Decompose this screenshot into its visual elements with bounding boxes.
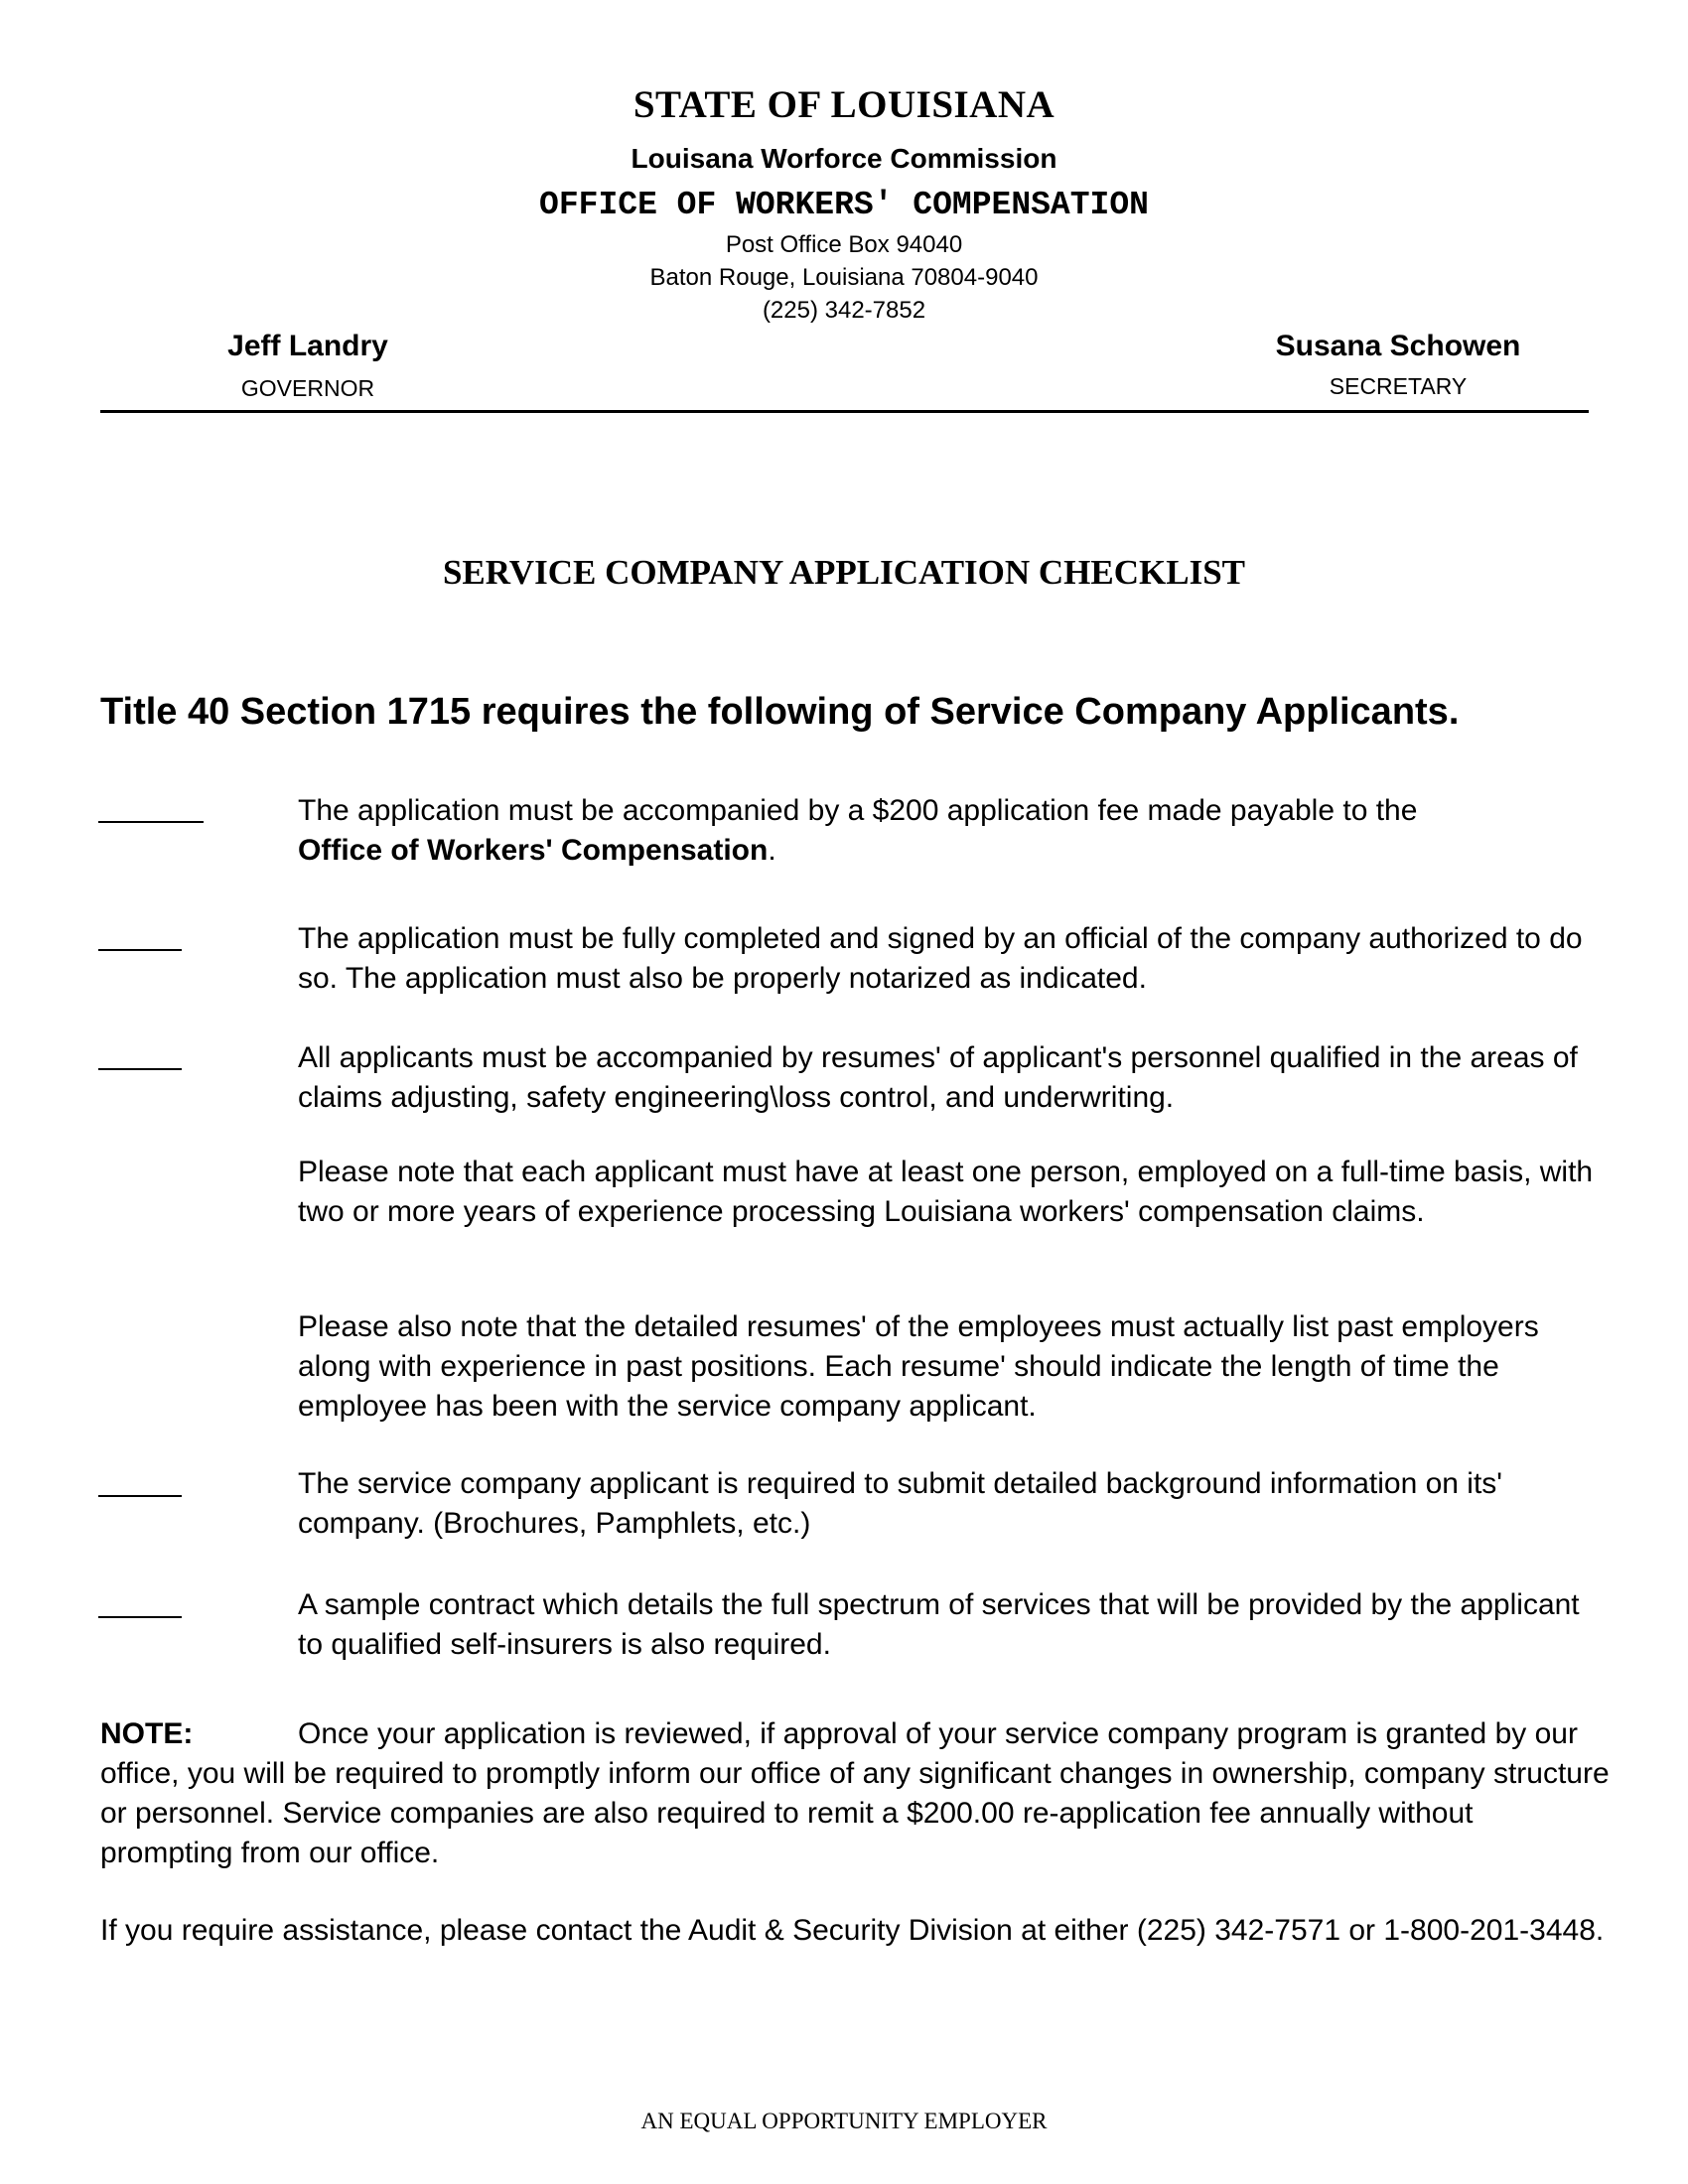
contact-paragraph: If you require assistance, please contact the Audit & Security Division at either (225) 342-7571 or 1-800-201-3448. (100, 1914, 1605, 1947)
checklist-item-3: All applicants must be accompanied by resumes' of applicant's personnel qualified in the areas of claims adjusting, safety engineering\loss control, and underwriting. (298, 1041, 1578, 1114)
checkbox-blank-2[interactable] (98, 949, 182, 951)
letterhead-divider (100, 410, 1589, 413)
checklist-item-4: The service company applicant is required to submit detailed background information on its' company. (Brochures, Pamphlets, etc.) (298, 1467, 1503, 1540)
checkbox-blank-4[interactable] (98, 1495, 182, 1497)
item-1-payee: Office of Workers' Compensation (298, 834, 769, 867)
section-heading: Title 40 Section 1715 requires the following of Service Company Applicants. (100, 691, 1460, 733)
secretary-title: SECRETARY (1329, 373, 1468, 399)
state-title: STATE OF LOUISIANA (633, 83, 1055, 126)
address-line-2: Baton Rouge, Louisiana 70804-9040 (649, 264, 1039, 291)
office-phone: (225) 342-7852 (762, 297, 926, 324)
note-label: NOTE: (100, 1717, 194, 1750)
governor-name: Jeff Landry (227, 330, 388, 362)
checkbox-blank-5[interactable] (98, 1616, 182, 1618)
commission-name: Louisana Worforce Commission (631, 143, 1057, 174)
checklist-item-1 (298, 791, 1609, 871)
checkbox-blank-3[interactable] (98, 1068, 182, 1070)
checkbox-blank-1[interactable] (98, 821, 204, 823)
checklist-item-2: The application must be fully completed and signed by an official of the company authorized to do so. The application must also be properly notarized as indicated. (298, 922, 1583, 995)
note-text: Once your application is reviewed, if approval of your service company program is granted by our office, you will be required to promptly inform our office of any significant changes in ownership, company structure or personnel. Service companies are also required to remit a $200.00 re-application fee annually without prompting from our office. (100, 1717, 1610, 1869)
governor-title: GOVERNOR (240, 375, 375, 401)
footer-text: AN EQUAL OPPORTUNITY EMPLOYER (640, 2109, 1048, 2133)
note-paragraph (100, 1714, 1610, 1873)
address-line-1: Post Office Box 94040 (725, 231, 963, 258)
office-name: OFFICE OF WORKERS' COMPENSATION (539, 187, 1149, 223)
checklist-item-5: A sample contract which details the full spectrum of services that will be provided by the applicant to qualified self-insurers is also required. (298, 1588, 1580, 1661)
checklist-title: SERVICE COMPANY APPLICATION CHECKLIST (442, 553, 1246, 592)
checklist-item-3-note-2: Please also note that the detailed resumes' of the employees must actually list past employers along with experience in past positions. Each resume' should indicate the length of time the employee has been with the service company applicant. (298, 1310, 1539, 1423)
checklist-item-3-note-1: Please note that each applicant must have at least one person, employed on a full-time basis, with two or more years of experience processing Louisiana workers' compensation claims. (298, 1156, 1594, 1228)
item-1-suffix: . (768, 834, 776, 867)
item-1-text: The application must be accompanied by a $200 application fee made payable to the (298, 794, 1418, 827)
secretary-name: Susana Schowen (1275, 330, 1521, 362)
